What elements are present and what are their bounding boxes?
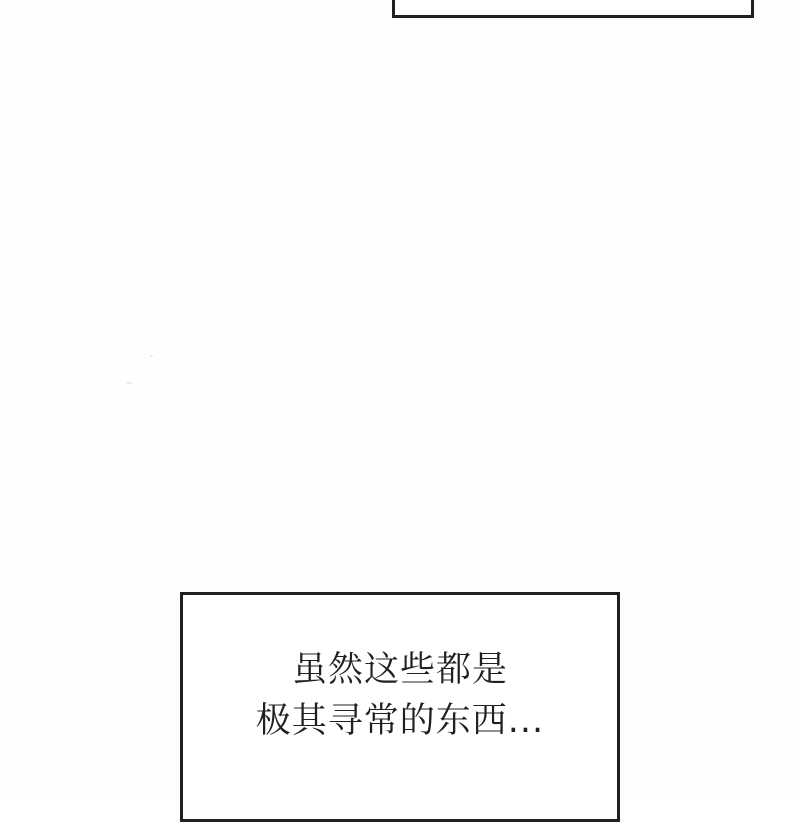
panel-empty-area — [0, 20, 800, 590]
dialogue-line-2: 极其寻常的东西... — [255, 700, 545, 741]
pencil-smudge-icon — [126, 382, 132, 384]
panel-bottom-speech-box — [180, 592, 620, 822]
panel-top-speech-box — [392, 0, 754, 18]
dialogue-block — [183, 645, 617, 747]
pencil-smudge-icon — [150, 355, 153, 357]
dialogue-line-1: 虽然这些都是 — [291, 650, 508, 690]
